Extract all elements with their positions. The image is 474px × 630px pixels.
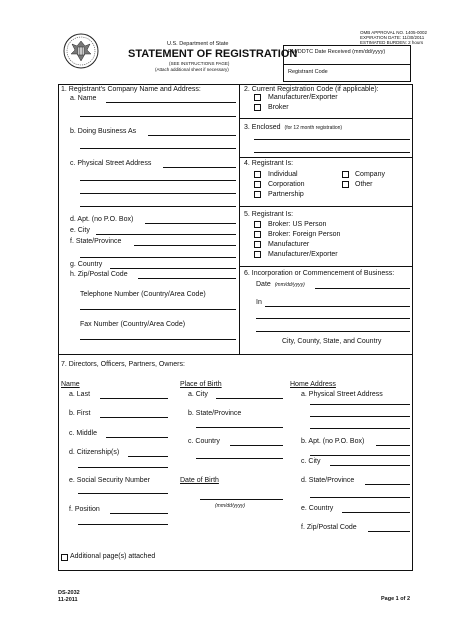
form-subtitle-attach: (Attach additional sheet if necessary) xyxy=(155,67,229,72)
s7-first-label: b. First xyxy=(69,410,91,417)
s4-company-label: Company xyxy=(355,171,385,178)
s7-street-field-3[interactable] xyxy=(310,428,410,429)
s1-dba-field-2[interactable] xyxy=(80,148,236,149)
form-subtitle-instructions: (SEE INSTRUCTIONS PAGE) xyxy=(169,61,230,66)
form-revision-date: 11-2011 xyxy=(58,597,78,603)
form-number: DS-2032 xyxy=(58,590,80,596)
s7-position-field[interactable] xyxy=(110,513,168,514)
s7-home-zip-label: f. Zip/Postal Code xyxy=(301,524,357,531)
section1-title: 1. Registrant's Company Name and Address: xyxy=(61,86,201,93)
s7-birth-state-field[interactable] xyxy=(196,427,283,428)
s7-apt-label: b. Apt. (no P.O. Box) xyxy=(301,438,365,445)
s7-citizenship-field-2[interactable] xyxy=(78,467,168,468)
s7-position-label: f. Position xyxy=(69,506,100,513)
s7-home-state-label: d. State/Province xyxy=(301,477,355,484)
s1-country-label: g. Country xyxy=(70,261,103,268)
s7-middle-field[interactable] xyxy=(106,437,168,438)
s4-company-checkbox[interactable] xyxy=(342,171,349,178)
s4-corporation-checkbox[interactable] xyxy=(254,181,261,188)
registrant-code-label: Registrant Code xyxy=(288,69,328,75)
s6-location-caption: City, County, State, and Country xyxy=(282,338,382,345)
s1-dba-field[interactable] xyxy=(148,135,236,136)
section6-title: 6. Incorporation or Commencement of Business: xyxy=(244,270,395,277)
s5-broker-us-label: Broker: US Person xyxy=(268,221,327,228)
s5-manufacturer-checkbox[interactable] xyxy=(254,241,261,248)
additional-pages-checkbox[interactable] xyxy=(61,554,68,561)
s1-city-label: e. City xyxy=(70,227,90,234)
s1-name-field-2[interactable] xyxy=(80,116,236,117)
section5-title: 5. Registrant Is: xyxy=(244,211,294,218)
s4-corporation-label: Corporation xyxy=(268,181,305,188)
additional-pages-label: Additional page(s) attached xyxy=(70,553,156,560)
s1-country-field[interactable] xyxy=(110,268,236,269)
s7-last-label: a. Last xyxy=(69,391,91,398)
section3-title-text: 3. Enclosed xyxy=(244,124,281,131)
s7-dob-format: (mm/dd/yyyy) xyxy=(215,503,245,509)
s7-citizenship-label: d. Citizenship(s) xyxy=(69,449,120,456)
page-number: Page 1 of 2 xyxy=(381,596,411,602)
s1-state-label: f. State/Province xyxy=(70,238,122,245)
s4-other-label: Other xyxy=(355,181,373,188)
omb-burden: ESTIMATED BURDEN: 2 hours xyxy=(360,40,424,45)
s1-apt-field[interactable] xyxy=(145,223,236,224)
s2-broker-label: Broker xyxy=(268,104,289,111)
s6-date-format: (mm/dd/yyyy) xyxy=(274,282,305,288)
s4-partnership-checkbox[interactable] xyxy=(254,191,261,198)
s1-name-label: a. Name xyxy=(70,95,97,102)
s6-in-field-3[interactable] xyxy=(256,331,410,332)
s1-address-label: c. Physical Street Address xyxy=(70,160,152,167)
omb-approval: OMB APPROVAL NO. 1405-0002 xyxy=(360,30,428,35)
s7-ssn-label: e. Social Security Number xyxy=(69,477,150,484)
s2-manufacturer-exporter-checkbox[interactable] xyxy=(254,94,261,101)
s7-position-field-2[interactable] xyxy=(78,524,168,525)
s7-middle-label: c. Middle xyxy=(69,430,98,437)
s7-first-field[interactable] xyxy=(100,417,168,418)
s7-street-field-2[interactable] xyxy=(310,416,410,417)
s1-phone-field[interactable] xyxy=(80,309,236,310)
s1-address-field[interactable] xyxy=(163,167,236,168)
s2-broker-checkbox[interactable] xyxy=(254,104,261,111)
s1-city-field[interactable] xyxy=(96,234,236,235)
s1-address-field-2[interactable] xyxy=(80,180,236,181)
s7-birth-country-field[interactable] xyxy=(230,445,283,446)
s5-broker-us-checkbox[interactable] xyxy=(254,221,261,228)
s7-home-country-label: e. Country xyxy=(301,505,334,512)
s7-dob-label: Date of Birth xyxy=(180,477,219,484)
s1-state-field-2[interactable] xyxy=(80,257,236,258)
s6-date-field[interactable] xyxy=(315,288,410,289)
date-received-label: PM/DDTC Date Received (mm/dd/yyyy) xyxy=(288,49,386,55)
s7-citizenship-field[interactable] xyxy=(128,456,168,457)
s7-ssn-field[interactable] xyxy=(78,493,168,494)
s1-name-field[interactable] xyxy=(106,102,236,103)
s4-individual-checkbox[interactable] xyxy=(254,171,261,178)
s7-birth-country-label: c. Country xyxy=(188,438,220,445)
s1-phone-label: Telephone Number (Country/Area Code) xyxy=(80,291,206,298)
s2-manufacturer-exporter-label: Manufacturer/Exporter xyxy=(268,94,338,101)
s1-fax-label: Fax Number (Country/Area Code) xyxy=(80,321,186,328)
s5-broker-foreign-checkbox[interactable] xyxy=(254,231,261,238)
s7-birthplace-header: Place of Birth xyxy=(180,381,222,388)
s5-manufacturer-label: Manufacturer xyxy=(268,241,310,248)
s7-home-city-field[interactable] xyxy=(330,465,410,466)
s6-in-field[interactable] xyxy=(265,306,410,307)
s1-fax-field[interactable] xyxy=(80,339,236,340)
s6-in-field-2[interactable] xyxy=(256,318,410,319)
s1-zip-field[interactable] xyxy=(138,278,236,279)
s1-address-field-4[interactable] xyxy=(80,206,236,207)
s4-other-checkbox[interactable] xyxy=(342,181,349,188)
s7-birth-country-field-2[interactable] xyxy=(196,458,283,459)
s7-home-zip-field[interactable] xyxy=(368,531,410,532)
section3-title xyxy=(244,124,342,132)
section7-title: 7. Directors, Officers, Partners, Owners: xyxy=(61,361,185,368)
s6-date-text: Date xyxy=(256,281,271,288)
s3-enclosed-field[interactable] xyxy=(254,139,410,140)
form-title: STATEMENT OF REGISTRATION xyxy=(128,48,298,60)
s6-date-label xyxy=(256,281,305,289)
s5-manufacturer-exporter-label: Manufacturer/Exporter xyxy=(268,251,338,258)
s1-address-field-3[interactable] xyxy=(80,193,236,194)
s7-last-field[interactable] xyxy=(100,398,168,399)
s5-broker-foreign-label: Broker: Foreign Person xyxy=(268,231,341,238)
s7-home-state-field-2[interactable] xyxy=(310,497,410,498)
section3-note: (for 12 month registration) xyxy=(284,125,343,131)
s7-home-country-field[interactable] xyxy=(342,512,410,513)
s4-individual-label: Individual xyxy=(268,171,298,178)
s7-home-city-label: c. City xyxy=(301,458,321,465)
s7-birth-city-label: a. City xyxy=(188,391,208,398)
s4-partnership-label: Partnership xyxy=(268,191,304,198)
s6-in-label: In xyxy=(256,299,262,306)
s1-dba-label: b. Doing Business As xyxy=(70,128,137,135)
s7-street-label: a. Physical Street Address xyxy=(301,391,383,398)
s7-dob-field[interactable] xyxy=(200,499,283,500)
department-seal xyxy=(63,33,99,69)
s5-manufacturer-exporter-checkbox[interactable] xyxy=(254,251,261,258)
s7-birth-state-label: b. State/Province xyxy=(188,410,242,417)
s1-zip-label: h. Zip/Postal Code xyxy=(70,271,128,278)
s7-birth-city-field[interactable] xyxy=(216,398,283,399)
s1-apt-label: d. Apt. (no P.O. Box) xyxy=(70,216,134,223)
omb-expiration: EXPIRATION DATE: 11/30/2011 xyxy=(360,35,425,40)
s7-street-field[interactable] xyxy=(310,404,410,405)
section2-title: 2. Current Registration Code (if applicable): xyxy=(244,86,379,93)
s7-apt-field[interactable] xyxy=(376,445,410,446)
s3-enclosed-field-2[interactable] xyxy=(254,152,410,153)
s7-home-state-field[interactable] xyxy=(365,484,410,485)
section4-title: 4. Registrant Is: xyxy=(244,160,294,167)
s7-name-header: Name xyxy=(61,381,80,388)
department-name: U.S. Department of State xyxy=(167,41,229,47)
s7-home-address-header: Home Address xyxy=(290,381,336,388)
s1-state-field[interactable] xyxy=(134,245,236,246)
s7-apt-field-2[interactable] xyxy=(310,455,410,456)
